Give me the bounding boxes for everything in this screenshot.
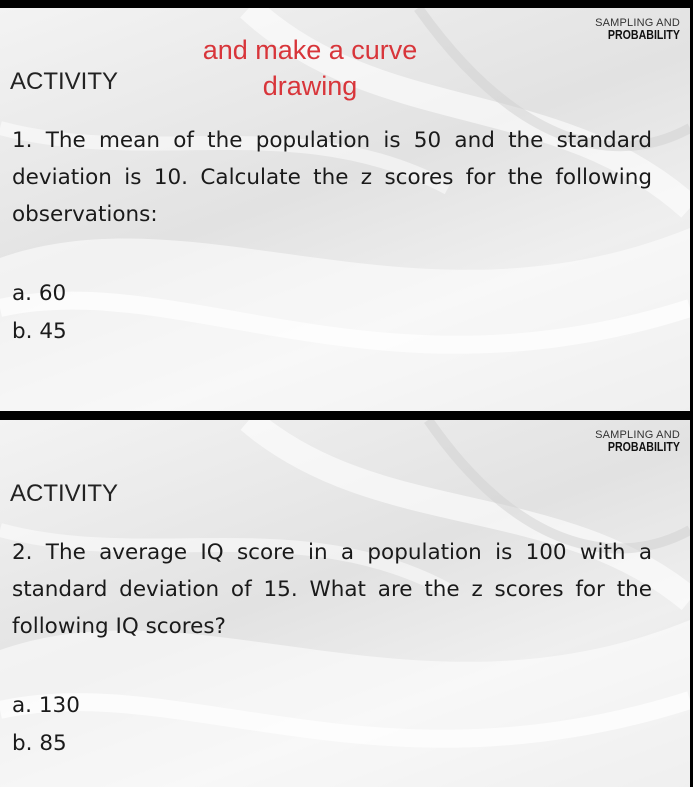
option-a: a. 130 [12, 693, 80, 718]
activity-heading: ACTIVITY [10, 68, 119, 95]
brand-line-1: SAMPLING AND [595, 429, 680, 441]
note-line-1: and make a curve [202, 35, 418, 65]
brand-line-2: PROBABILITY [607, 28, 680, 42]
slide-2 [0, 420, 693, 787]
slide-1 [0, 8, 693, 411]
brand-line-1: SAMPLING AND [595, 17, 680, 29]
question-text: 1. The mean of the population is 50 and the standard deviation is 10. Calculate the z scores for the following observations: [12, 128, 652, 227]
option-a: a. 60 [12, 281, 67, 306]
brand-logo [595, 430, 680, 454]
question-text: 2. The average IQ score in a population is 100 with a standard deviation of 15. What are the z scores for the following IQ scores? [12, 540, 652, 639]
option-b: b. 45 [12, 319, 67, 344]
handwritten-note [180, 32, 440, 104]
option-b: b. 85 [12, 731, 67, 756]
activity-heading: ACTIVITY [10, 480, 119, 507]
note-line-2: drawing [262, 71, 358, 101]
brand-logo [595, 18, 680, 42]
brand-line-2: PROBABILITY [607, 440, 680, 454]
